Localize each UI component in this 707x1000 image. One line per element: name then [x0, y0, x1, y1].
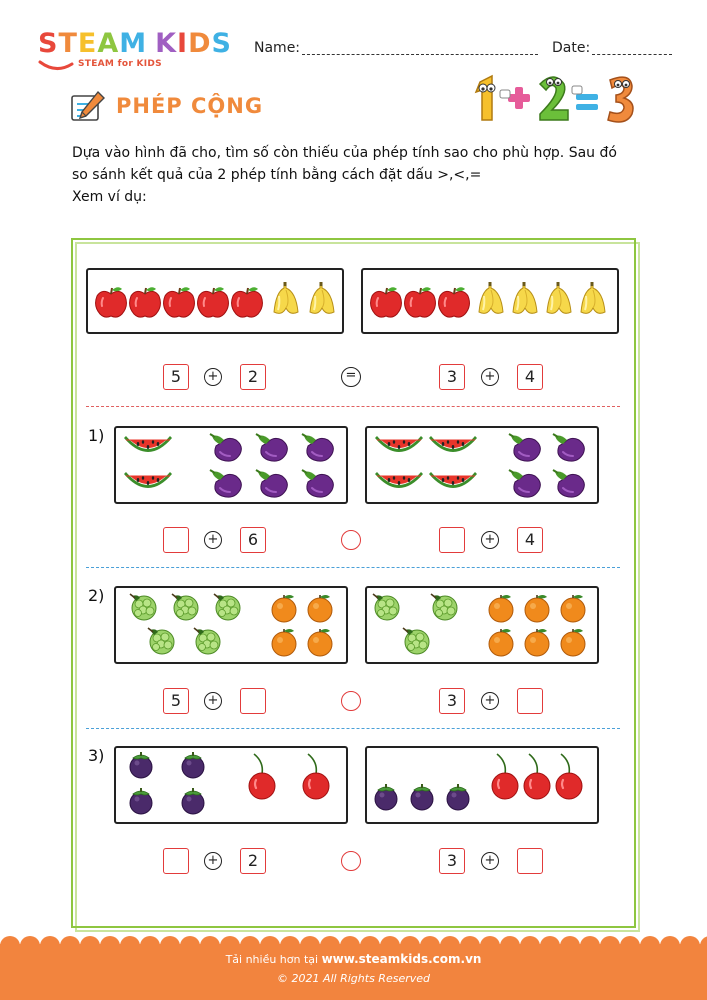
- watermelon-icon: [124, 472, 172, 488]
- plus-icon: +: [204, 531, 222, 549]
- steam-kids-logo: [38, 28, 238, 78]
- logo-letter: E: [77, 28, 98, 59]
- watermelon-icon: [375, 472, 423, 488]
- cherry-icon: [524, 754, 550, 799]
- banana-icon: [479, 282, 503, 313]
- cherry-icon: [492, 754, 518, 799]
- watermelon-icon: [375, 436, 423, 452]
- cherry-icon: [303, 754, 329, 799]
- orange-icon: [489, 629, 513, 656]
- separator: [86, 406, 620, 407]
- footer-more-text: Tải nhiều hơn tại: [225, 953, 319, 966]
- example-right-a: 3: [439, 364, 465, 390]
- answer-box[interactable]: [163, 848, 189, 874]
- cherry-icon: [249, 754, 275, 799]
- eggplant-icon: [302, 470, 333, 497]
- apple-icon: [232, 287, 263, 317]
- orange-icon: [308, 629, 332, 656]
- orange-icon: [308, 595, 332, 622]
- eggplant-icon: [256, 470, 287, 497]
- given-number: 3: [439, 848, 465, 874]
- eggplant-icon: [509, 434, 540, 461]
- fruit-group: [363, 270, 617, 332]
- separator: [86, 728, 620, 729]
- footer-copyright: © 2021 All Rights Reserved: [276, 972, 430, 985]
- apple-icon: [405, 287, 436, 317]
- date-label: Date:: [552, 40, 591, 56]
- logo-letter: K: [155, 28, 178, 59]
- custard-apple-icon: [172, 594, 198, 620]
- pencil-paper-icon: [68, 90, 106, 124]
- plus-icon: +: [481, 692, 499, 710]
- apple-icon: [96, 287, 127, 317]
- exercise-1-left-picture: [114, 426, 348, 504]
- eggplant-icon: [210, 434, 241, 461]
- example-left-picture: [86, 268, 344, 334]
- logo-text: [38, 28, 232, 59]
- example-label: Xem ví dụ:: [72, 189, 147, 205]
- answer-box[interactable]: [240, 688, 266, 714]
- instructions: [72, 142, 632, 208]
- plus-icon: +: [204, 692, 222, 710]
- fruit-group: [367, 428, 597, 502]
- logo-letter: S: [38, 28, 59, 59]
- given-number: 2: [240, 848, 266, 874]
- given-number: 3: [439, 688, 465, 714]
- eggplant-icon: [509, 470, 540, 497]
- orange-icon: [525, 629, 549, 656]
- fruit-group: [116, 428, 346, 502]
- logo-letter: M: [119, 28, 148, 59]
- orange-icon: [489, 595, 513, 622]
- number-mascots-illustration: [468, 68, 643, 128]
- exercise-2-right-picture: [365, 586, 599, 664]
- exercise-3-left-picture: [114, 746, 348, 824]
- apple-icon: [198, 287, 229, 317]
- fruit-group: [367, 748, 597, 822]
- logo-letter: A: [97, 28, 120, 59]
- mangosteen-icon: [447, 784, 469, 810]
- apple-icon: [164, 287, 195, 317]
- orange-icon: [561, 595, 585, 622]
- example-compare: =: [341, 367, 361, 387]
- banana-icon: [547, 282, 571, 313]
- footer-download: [0, 952, 707, 966]
- orange-icon: [272, 629, 296, 656]
- watermelon-icon: [124, 436, 172, 452]
- plus-icon: +: [204, 852, 222, 870]
- compare-circle[interactable]: [341, 530, 361, 550]
- question-number: 2): [88, 586, 105, 605]
- example-left-a: 5: [163, 364, 189, 390]
- given-number: 4: [517, 527, 543, 553]
- footer-site-link[interactable]: www.steamkids.com.vn: [321, 952, 482, 966]
- example-right-picture: [361, 268, 619, 334]
- given-number: 5: [163, 688, 189, 714]
- exercise-1-right-picture: [365, 426, 599, 504]
- exercise-3-right-picture: [365, 746, 599, 824]
- eggplant-icon: [553, 470, 584, 497]
- fruit-group: [116, 588, 346, 662]
- plus-icon: +: [204, 368, 222, 386]
- example-right-b: 4: [517, 364, 543, 390]
- apple-icon: [439, 287, 470, 317]
- logo-swoosh-icon: [38, 58, 74, 72]
- banana-icon: [581, 282, 605, 313]
- watermelon-icon: [429, 436, 477, 452]
- mangosteen-icon: [130, 752, 152, 778]
- date-field[interactable]: [592, 54, 672, 55]
- example-left-b: 2: [240, 364, 266, 390]
- answer-box[interactable]: [163, 527, 189, 553]
- mangosteen-icon: [130, 788, 152, 814]
- banana-icon: [274, 282, 298, 313]
- name-label: Name:: [254, 40, 301, 56]
- custard-apple-icon: [148, 628, 174, 654]
- plus-icon: +: [481, 852, 499, 870]
- compare-circle[interactable]: [341, 851, 361, 871]
- custard-apple-icon: [194, 628, 220, 654]
- logo-letter: I: [177, 28, 189, 59]
- name-field[interactable]: [302, 54, 538, 55]
- cherry-icon: [556, 754, 582, 799]
- answer-box[interactable]: [517, 848, 543, 874]
- logo-tagline: STEAM for KIDS: [78, 59, 162, 69]
- fruit-group: [116, 748, 346, 822]
- logo-letter: S: [211, 28, 232, 59]
- answer-box[interactable]: [439, 527, 465, 553]
- separator: [86, 567, 620, 568]
- mangosteen-icon: [182, 788, 204, 814]
- exercise-2-left-picture: [114, 586, 348, 664]
- custard-apple-icon: [130, 594, 156, 620]
- question-number: 1): [88, 426, 105, 445]
- custard-apple-icon: [373, 594, 399, 620]
- watermelon-icon: [429, 472, 477, 488]
- mangosteen-icon: [411, 784, 433, 810]
- mangosteen-icon: [375, 784, 397, 810]
- eggplant-icon: [553, 434, 584, 461]
- logo-letter: T: [58, 28, 78, 59]
- fruit-group: [88, 270, 342, 332]
- custard-apple-icon: [403, 628, 429, 654]
- instructions-text: Dựa vào hình đã cho, tìm số còn thiếu của phép tính sao cho phù hợp. Sau đó so sánh kết quả của 2 phép tính bằng cách đặt dấu >,<,=: [72, 145, 617, 183]
- custard-apple-icon: [431, 594, 457, 620]
- page-title: PHÉP CỘNG: [116, 94, 264, 118]
- eggplant-icon: [302, 434, 333, 461]
- fruit-group: [367, 588, 597, 662]
- compare-circle[interactable]: [341, 691, 361, 711]
- question-number: 3): [88, 746, 105, 765]
- orange-icon: [525, 595, 549, 622]
- custard-apple-icon: [214, 594, 240, 620]
- answer-box[interactable]: [517, 688, 543, 714]
- plus-icon: +: [481, 368, 499, 386]
- given-number: 6: [240, 527, 266, 553]
- orange-icon: [561, 629, 585, 656]
- plus-icon: +: [481, 531, 499, 549]
- eggplant-icon: [210, 470, 241, 497]
- banana-icon: [310, 282, 334, 313]
- eggplant-icon: [256, 434, 287, 461]
- apple-icon: [130, 287, 161, 317]
- apple-icon: [371, 287, 402, 317]
- orange-icon: [272, 595, 296, 622]
- logo-letter: D: [188, 28, 212, 59]
- mangosteen-icon: [182, 752, 204, 778]
- banana-icon: [513, 282, 537, 313]
